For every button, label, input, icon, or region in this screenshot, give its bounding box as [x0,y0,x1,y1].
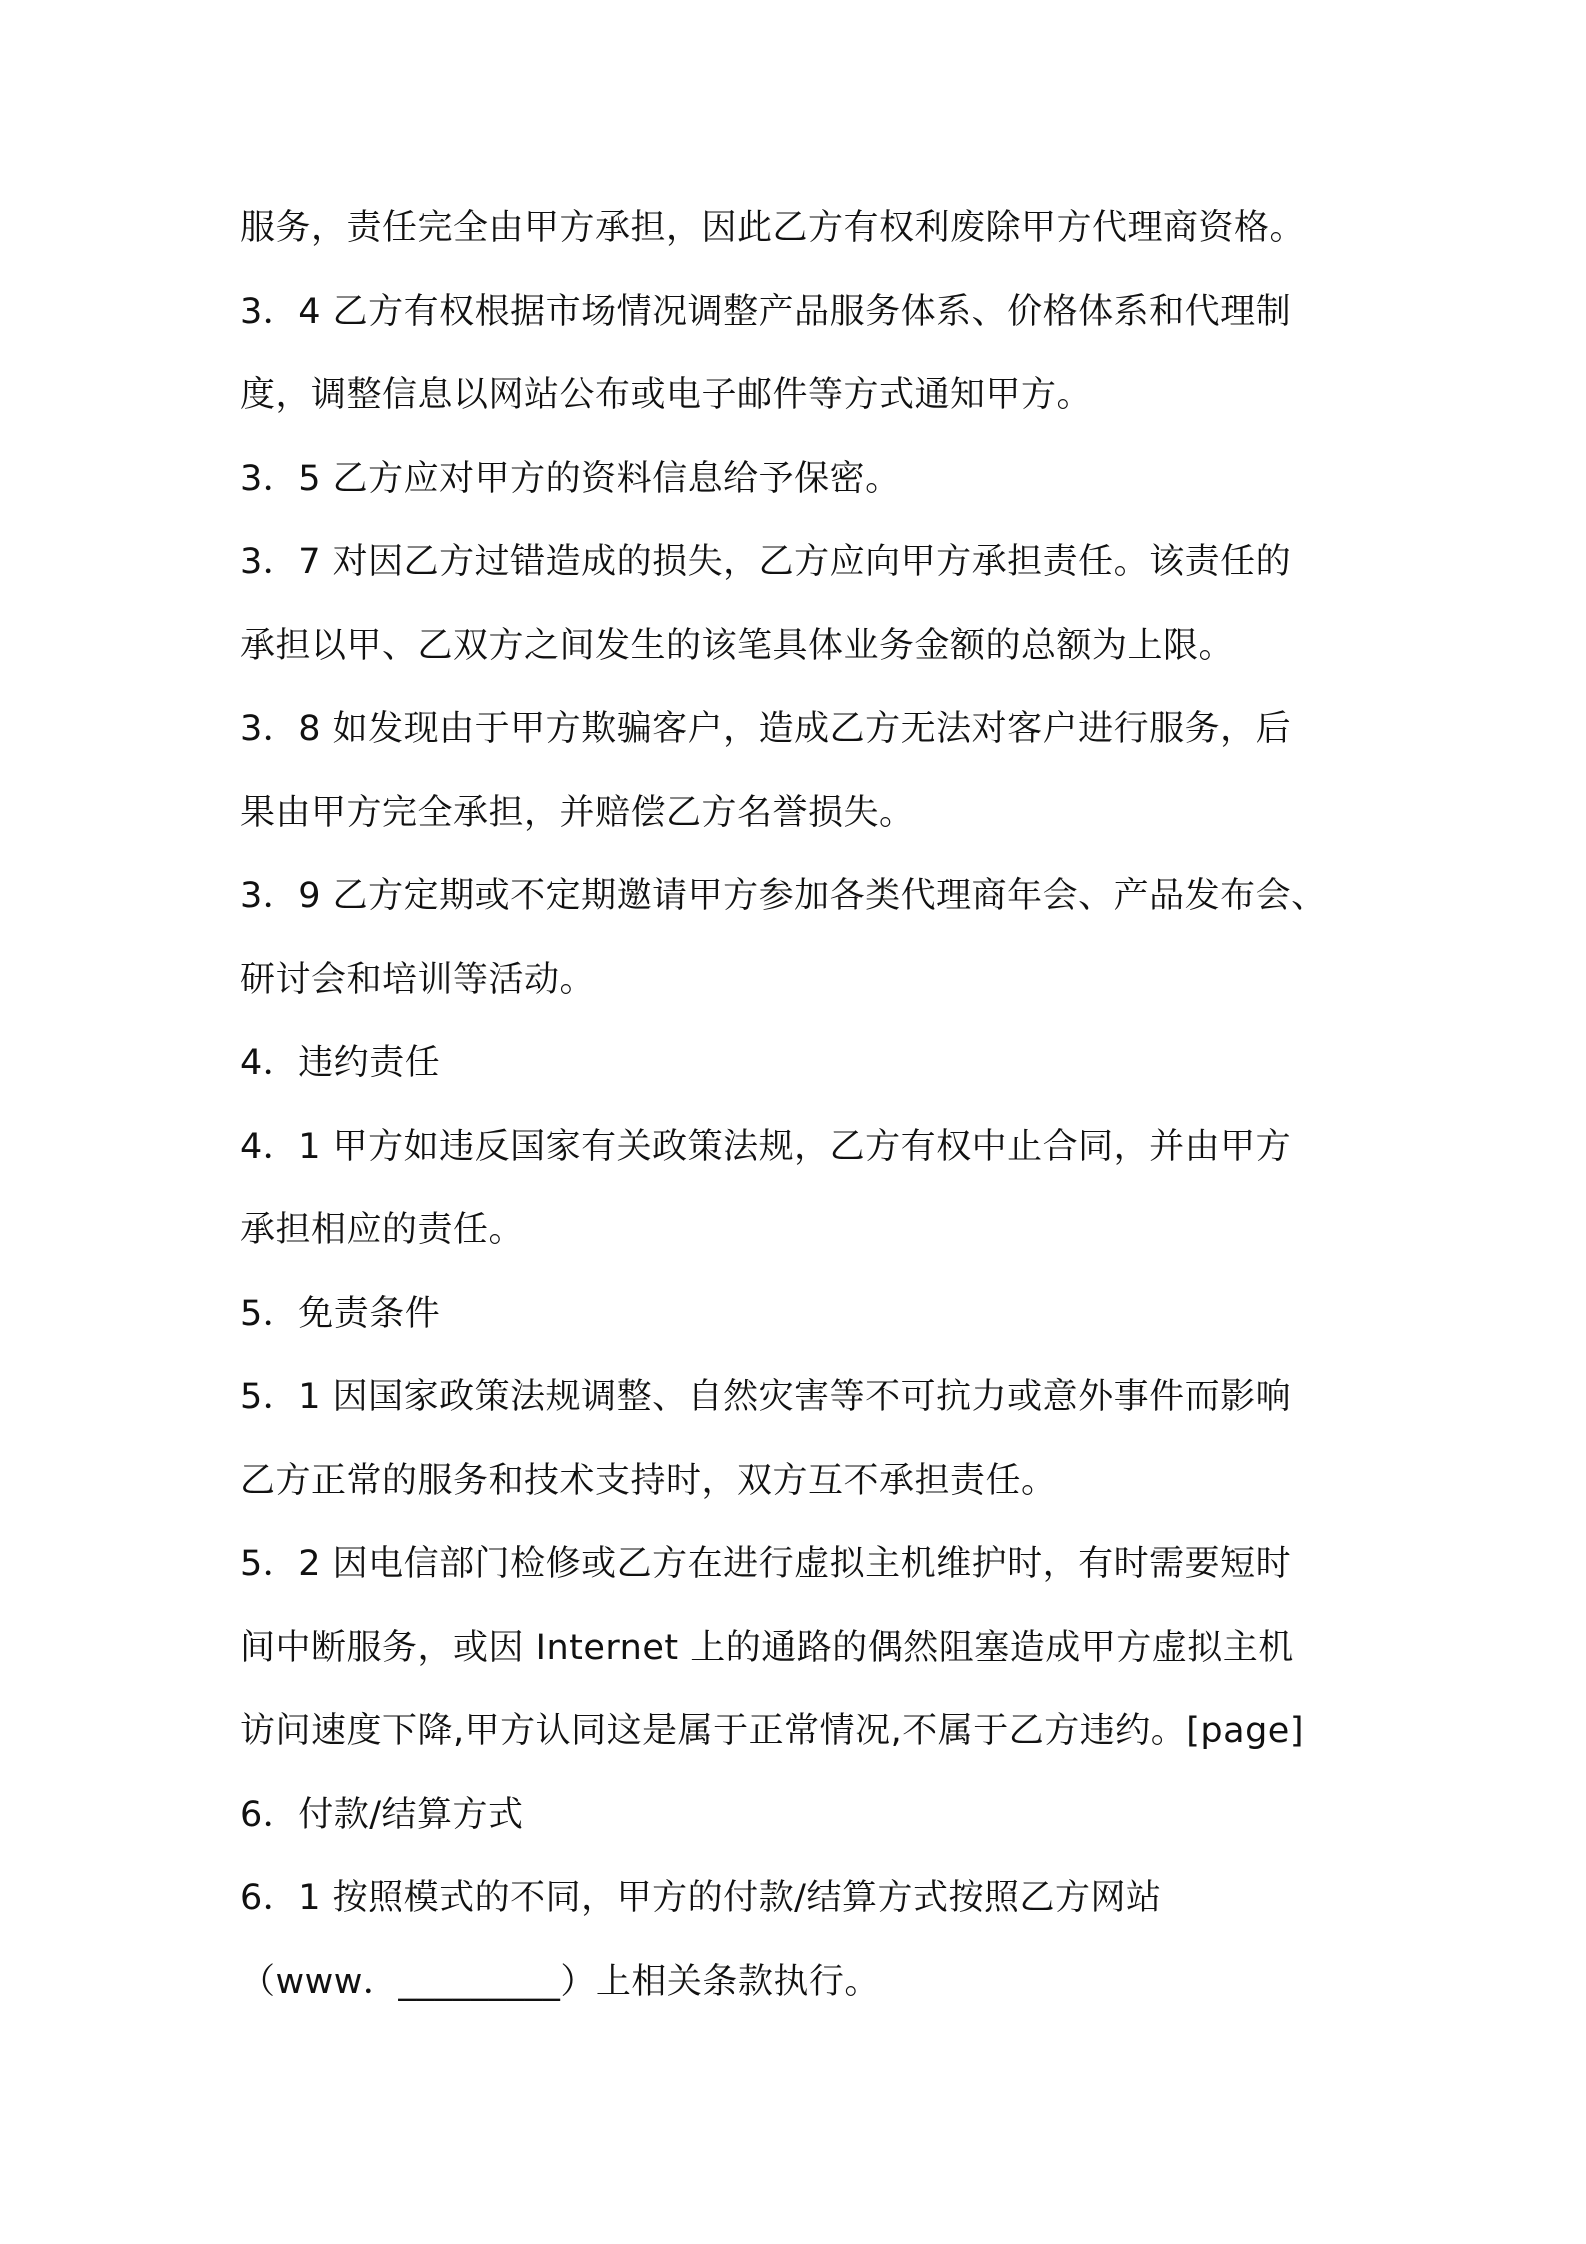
text-line: 6．1 按照模式的不同，甲方的付款/结算方式按照乙方网站 [240,1878,1162,1918]
text-line: （www．_________）上相关条款执行。 [240,1961,880,2002]
section-heading: 5．免责条件 [240,1293,441,1334]
text-line: 间中断服务，或因 Internet 上的通路的偶然阻塞造成甲方虚拟主机 [240,1627,1294,1668]
document-body [240,200,1370,2037]
text-line: 5．2 因电信部门检修或乙方在进行虚拟主机维护时，有时需要短时 [240,1544,1292,1584]
text-line: 3．9 乙方定期或不定期邀请甲方参加各类代理商年会、产品发布会、 [240,876,1327,916]
text-line: 3．4 乙方有权根据市场情况调整产品服务体系、价格体系和代理制 [240,291,1292,332]
section-heading: 4．违约责任 [240,1043,441,1083]
text-line: 4．1 甲方如违反国家有关政策法规，乙方有权中止合同，并由甲方 [240,1126,1292,1167]
text-line: 度，调整信息以网站公布或电子邮件等方式通知甲方。 [240,375,1093,415]
text-line: 3．7 对因乙方过错造成的损失，乙方应向甲方承担责任。该责任的 [240,542,1292,582]
text-line: 乙方正常的服务和技术支持时，双方互不承担责任。 [240,1460,1057,1501]
text-line: 承担以甲、乙双方之间发生的该笔具体业务金额的总额为上限。 [240,625,1235,666]
text-line: 3．5 乙方应对甲方的资料信息给予保密。 [240,458,901,499]
text-line: 研讨会和培训等活动。 [240,959,596,1000]
text-line: 5．1 因国家政策法规调整、自然灾害等不可抗力或意外事件而影响 [240,1377,1292,1417]
text-line: 3．8 如发现由于甲方欺骗客户，造成乙方无法对客户进行服务，后 [240,709,1292,749]
text-line: 服务，责任完全由甲方承担，因此乙方有权利废除甲方代理商资格。 [240,208,1306,248]
text-line: 承担相应的责任。 [240,1210,525,1250]
text-line: 果由甲方完全承担，并赔偿乙方名誉损失。 [240,792,915,833]
text-line: 访问速度下降,甲方认同这是属于正常情况,不属于乙方违约。[page] [240,1711,1304,1751]
section-heading: 6．付款/结算方式 [240,1794,524,1835]
